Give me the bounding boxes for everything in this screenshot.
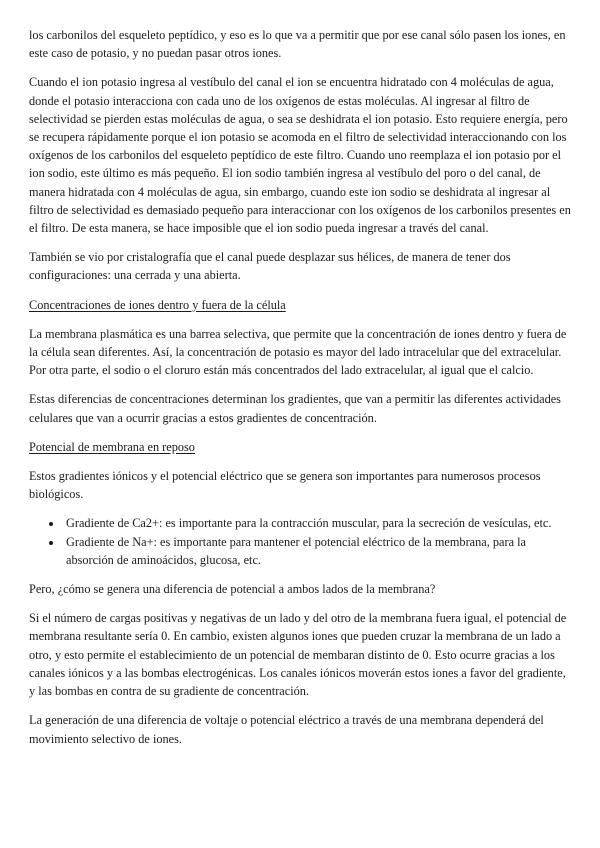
paragraph-question-potential: Pero, ¿cómo se genera una diferencia de potencial a ambos lados de la membrana? <box>29 582 436 597</box>
paragraph-plasma-membrane: La membrana plasmática es una barrea selectiva, que permite que la concentración de iones dentro y fuera de la célula sean diferentes. Así, la concentración de potasio es mayor del lado intracelular que del extracelular. Por otra parte, el sodio o el cloruro están más concentrados del lado extracelular, al igual que el calcio. <box>29 326 567 378</box>
list-item-ca-gradient: • Gradiente de Ca2+: es importante para la contracción muscular, para la secreción de vesículas, etc. <box>63 514 571 532</box>
paragraph-ionic-gradients-intro: Estos gradientes iónicos y el potencial eléctrico que se genera son importantes para numerosos procesos biológicos. <box>29 469 541 502</box>
paragraph-voltage-generation: La generación de una diferencia de voltaje o potencial eléctrico a través de una membrana dependerá del movimiento selectivo de iones. <box>29 713 544 746</box>
paragraph-carbonyls-filter: los carbonilos del esqueleto peptídico, y eso es lo que va a permitir que por ese canal sólo pasen los iones, en este caso de potasio, y no puedan pasar otros iones. <box>29 28 566 61</box>
paragraph-concentration-gradients: Estas diferencias de concentraciones determinan los gradientes, que van a permitir las diferentes actividades celulares que van a ocurrir gracias a estos gradientes de concentración. <box>29 392 561 425</box>
paragraph-charges-channels-pumps: Si el número de cargas positivas y negativas de un lado y del otro de la membrana fuera igual, el potencial de membrana resultante sería 0. En cambio, existen algunos iones que pueden cruzar la membrana de un lado a otro, y esto permite el establecimiento de un potencial de membaran distinto de 0. Esto ocurre gracias a los canales iónicos y a las bombas electrogénicas. Los canales iónicos moverán estos iones a favor del gradiente, y las bombas en contra de su gradiente de concentración. <box>29 611 567 699</box>
section-heading-resting-potential: Potencial de membrana en reposo <box>29 439 195 454</box>
paragraph-potassium-hydration: Cuando el ion potasio ingresa al vestíbulo del canal el ion se encuentra hidratado con 4 moléculas de agua, donde el potasio interacciona con cada uno de los oxígenos de estas moléculas. Al ingresar al filtro de selectividad se pierden estas moléculas de agua, o sea se deshidrata el ion potasio. Esto requiere energía, pero se recupera rápidamente porque el ion potasio se acomoda en el filtro de selectividad interaccionando con los oxígenos de los carbonilos del esqueleto peptídico de este filtro. Cuando uno reemplaza el ion potasio por el ion sodio, este último es más pequeño. El ion sodio también ingresa al vestíbulo del poro o del canal, de manera hidratada con 4 moléculas de agua, sin embargo, cuando este ion sodio se deshidrata al ingresar al filtro de selectividad es demasiado pequeño para interaccionar con los oxígenos de los carbonilos presentes en el filtro. De esta manera, se hace imposible que el ion sodio pueda ingresar a través del canal. <box>29 75 571 236</box>
bullet-list-gradients <box>29 514 571 569</box>
section-heading-ion-concentrations: Concentraciones de iones dentro y fuera de la célula <box>29 297 286 312</box>
list-item-na-gradient: • Gradiente de Na+: es importante para mantener el potencial eléctrico de la membrana, para la absorción de aminoácidos, glucosa, etc. <box>63 533 571 569</box>
paragraph-crystallography: También se vio por cristalografía que el canal puede desplazar sus hélices, de manera de tener dos configuraciones: una cerrada y una abierta. <box>29 250 511 283</box>
